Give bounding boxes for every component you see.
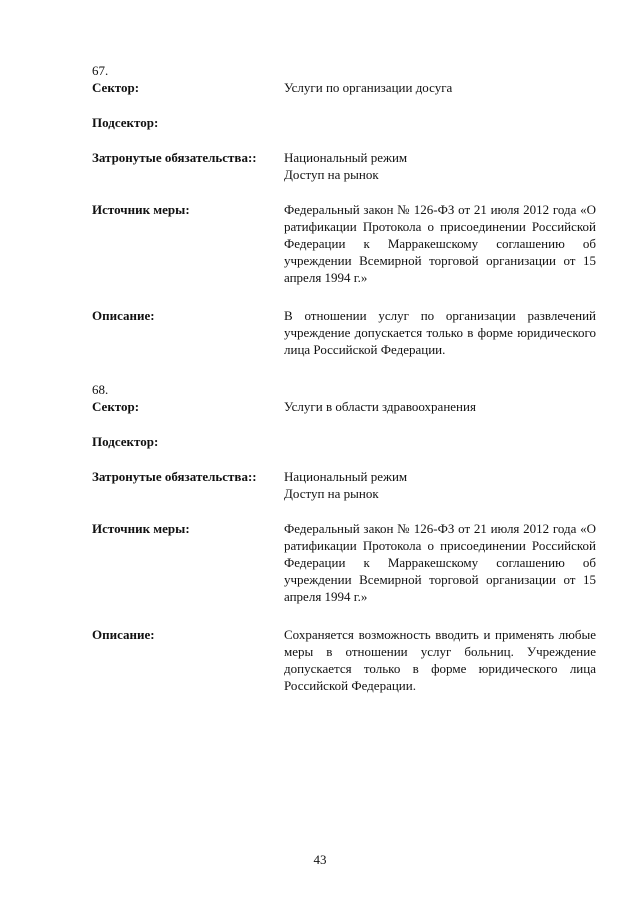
commitments-row [92, 149, 596, 183]
entry-number: 67. [92, 63, 109, 78]
commitment-item: Доступ на рынок [284, 486, 379, 501]
sector-value: Услуги по организации досуга [284, 80, 453, 95]
commitments-value [284, 149, 596, 183]
description-row [92, 307, 596, 358]
source-value: Федеральный закон № 126-ФЗ от 21 июля 2012 года «О ратификации Протокола о присоединении Российской Федерации к Марракешскому соглашению об учреждении Всемирной торговой организации от 15 апреля 1994 г.» [284, 202, 596, 285]
entry-number: 68. [92, 382, 109, 397]
commitments-value [284, 468, 596, 502]
page-number: 43 [313, 852, 327, 867]
commitments-row [92, 468, 596, 502]
description-row [92, 626, 596, 694]
sector-label: Сектор: [92, 399, 140, 414]
entry-67 [92, 62, 596, 358]
subsector-label: Подсектор: [92, 434, 159, 449]
source-row [92, 201, 596, 286]
sector-label: Сектор: [92, 80, 140, 95]
subsector-row [92, 114, 596, 131]
sector-row [92, 398, 596, 415]
commitment-item: Национальный режим [284, 469, 408, 484]
subsector-row [92, 433, 596, 450]
source-row [92, 520, 596, 605]
description-label: Описание: [92, 308, 155, 323]
sector-value: Услуги в области здравоохранения [284, 399, 476, 414]
subsector-label: Подсектор: [92, 115, 159, 130]
commitment-item: Доступ на рынок [284, 167, 379, 182]
description-label: Описание: [92, 627, 155, 642]
description-value: В отношении услуг по организации развлечений учреждение допускается только в форме юридического лица Российской Федерации. [284, 308, 596, 357]
source-value: Федеральный закон № 126-ФЗ от 21 июля 2012 года «О ратификации Протокола о присоединении Российской Федерации к Марракешскому соглашению об учреждении Всемирной торговой организации от 15 апреля 1994 г.» [284, 521, 596, 604]
source-label: Источник меры: [92, 521, 190, 536]
entry-68 [92, 381, 596, 694]
commitments-label: Затронутые обязательства:: [92, 469, 257, 484]
commitments-label: Затронутые обязательства:: [92, 150, 257, 165]
description-value: Сохраняется возможность вводить и применять любые меры в отношении услуг больниц. Учреждение допускается только в форме юридического лица Российской Федерации. [284, 627, 596, 693]
sector-row [92, 79, 596, 96]
source-label: Источник меры: [92, 202, 190, 217]
commitment-item: Национальный режим [284, 150, 408, 165]
